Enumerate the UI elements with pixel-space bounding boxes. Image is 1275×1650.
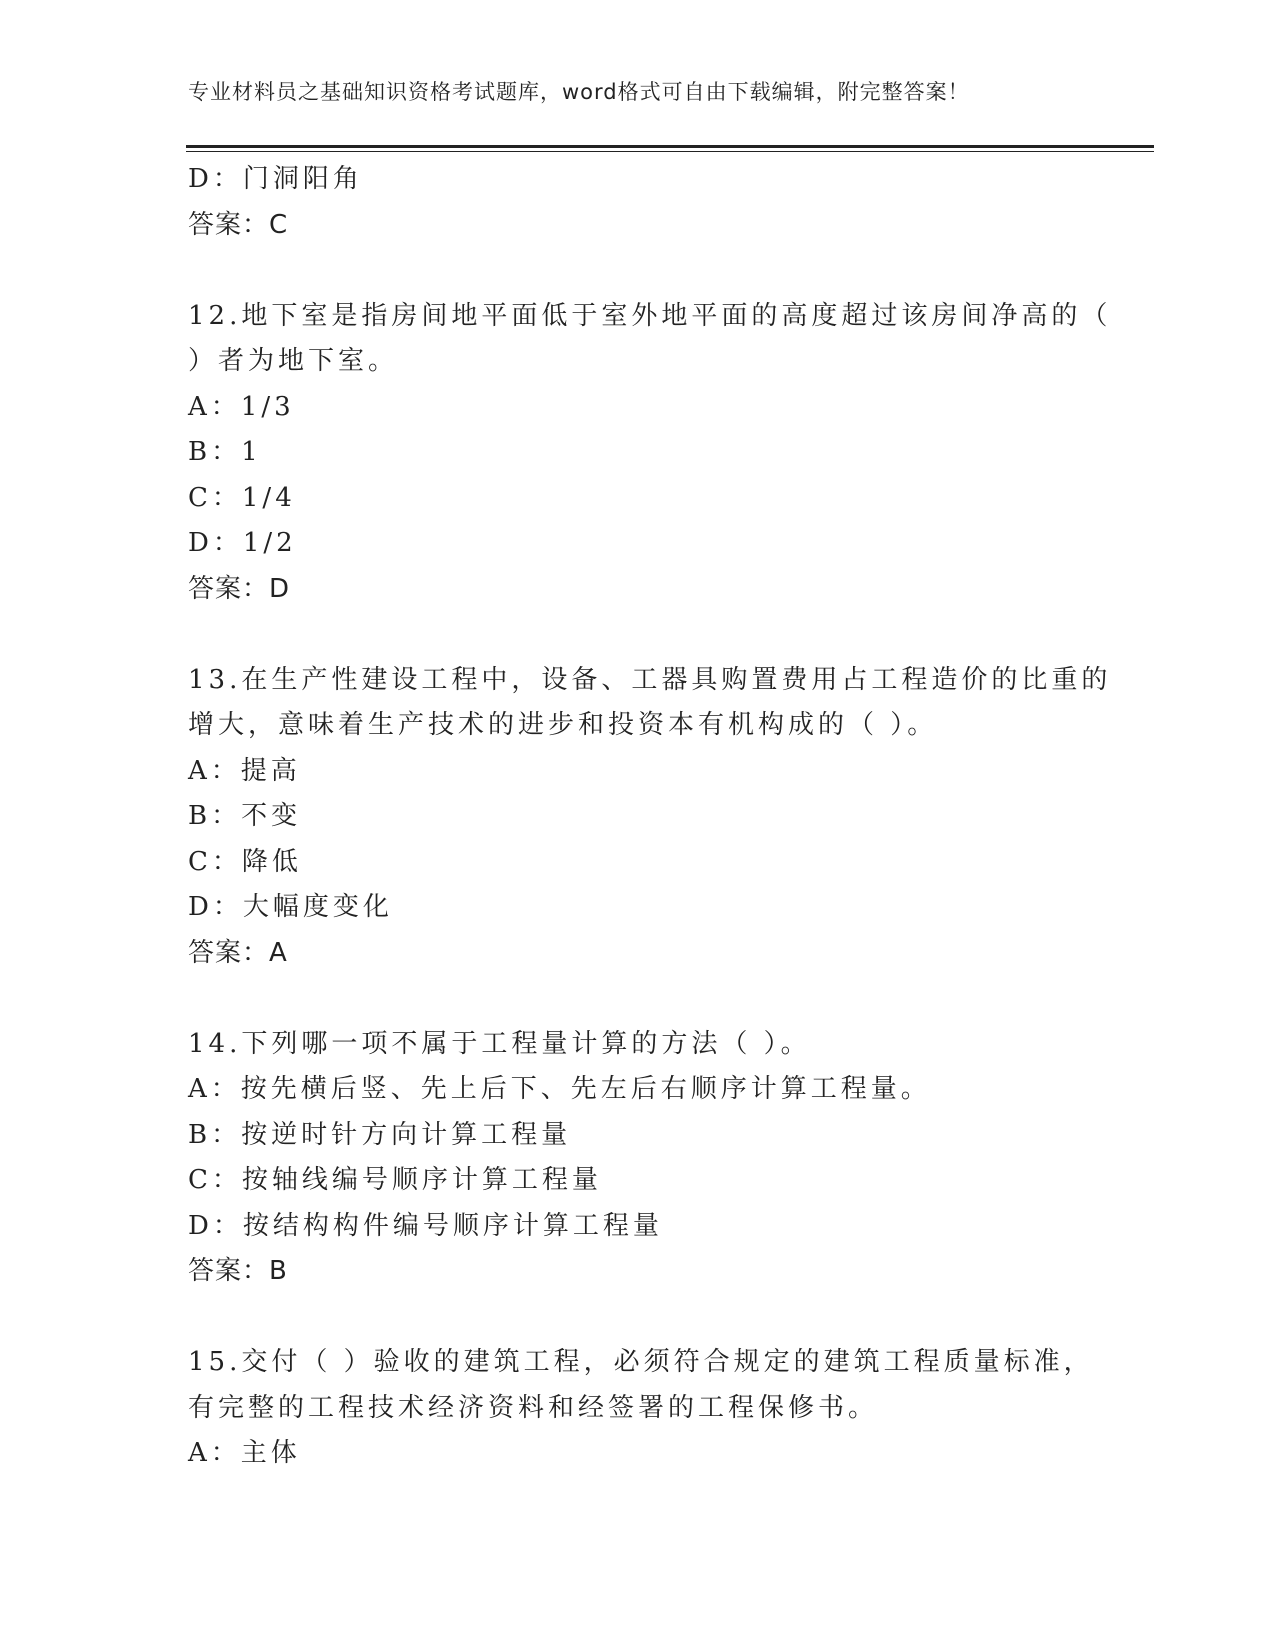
answer-line: 答案：A: [188, 937, 288, 968]
option-b: B：不变: [188, 801, 302, 831]
option-d: D：1/2: [188, 528, 297, 558]
question-content: [188, 157, 1112, 1477]
option-c: C：1/4: [188, 482, 296, 513]
option-a: A：按先横后竖、先上后下、先左后右顺序计算工程量。: [188, 1074, 931, 1104]
option-d: D：大幅度变化: [188, 892, 393, 922]
option-a: A：1/3: [188, 391, 295, 422]
spacer: [188, 976, 1088, 1022]
option-c: C：降低: [188, 846, 302, 877]
question-stem: 增大，意味着生产技术的进步和投资本有机构成的（ ）。: [188, 710, 938, 740]
question-stem: 15.交付（ ）验收的建筑工程，必须符合规定的建筑工程质量标准，: [188, 1347, 1094, 1377]
answer-line: 答案：B: [188, 1256, 288, 1286]
option-b: B：1: [188, 437, 262, 467]
question-13: [188, 658, 1112, 977]
option-d: D：按结构构件编号顺序计算工程量: [188, 1210, 663, 1241]
question-12: [188, 294, 1112, 613]
page-header: 专业材料员之基础知识资格考试题库，word格式可自由下载编辑，附完整答案！: [188, 80, 970, 104]
question-stem: 有完整的工程技术经济资料和经签署的工程保修书。: [188, 1392, 879, 1423]
spacer: [188, 1295, 1088, 1341]
header-rule-thin: [186, 151, 1154, 152]
option-b: B：按逆时针方向计算工程量: [188, 1119, 572, 1150]
spacer: [188, 248, 1088, 294]
question-stem: 14.下列哪一项不属于工程量计算的方法（ ）。: [188, 1028, 811, 1059]
question-stem: 12.地下室是指房间地平面低于室外地平面的高度超过该房间净高的（: [188, 300, 1112, 331]
option-c: C：按轴线编号顺序计算工程量: [188, 1165, 602, 1195]
answer-line: 答案：D: [188, 573, 291, 604]
question-14: [188, 1022, 1088, 1295]
question-15: [188, 1340, 1094, 1477]
header-rule-thick: [186, 145, 1154, 148]
question-stem: 13.在生产性建设工程中，设备、工器具购置费用占工程造价的比重的: [188, 664, 1112, 695]
option-d: D：门洞阳角: [188, 164, 363, 194]
option-a: A：提高: [188, 755, 301, 786]
question-stem: ）者为地下室。: [188, 346, 399, 376]
answer-line: 答案：C: [188, 209, 289, 240]
option-a: A：主体: [188, 1438, 301, 1468]
spacer: [188, 612, 1088, 658]
